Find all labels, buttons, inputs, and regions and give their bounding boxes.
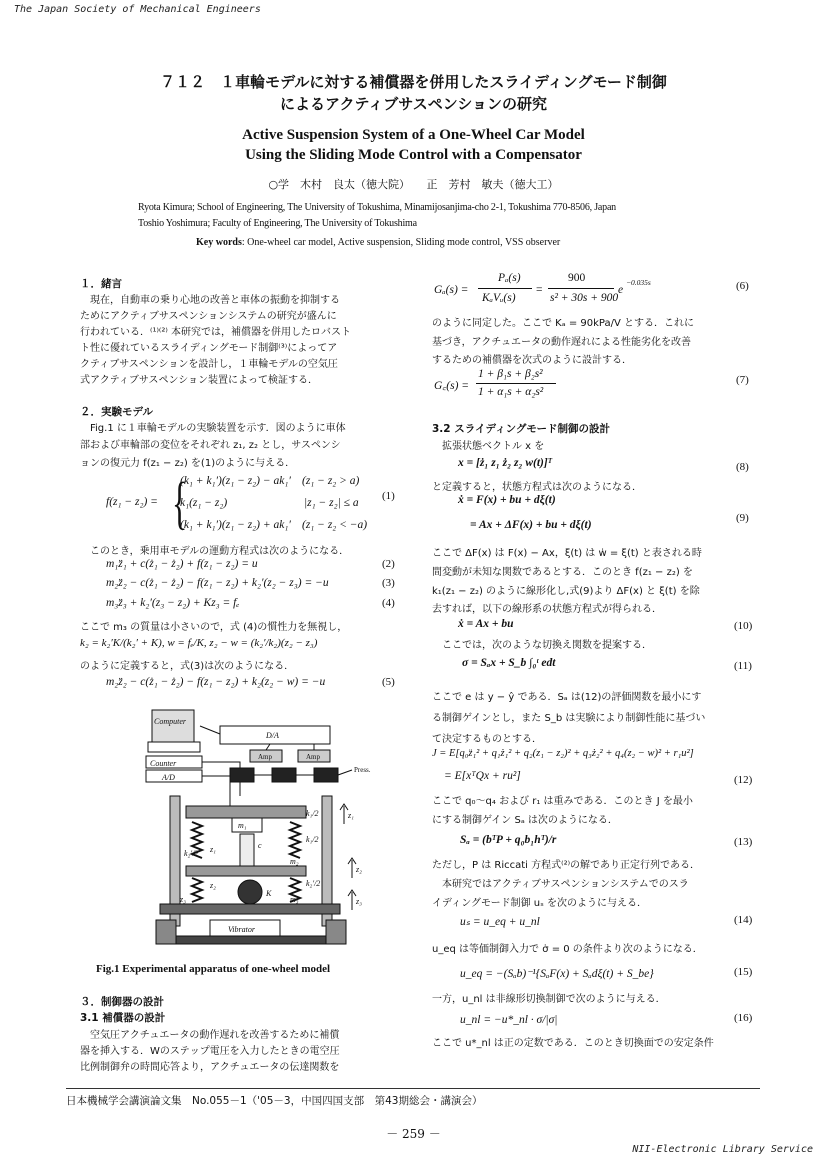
title-ja-line2: によるアクティブサスペンションの研究 (279, 95, 548, 113)
base-plate (160, 936, 340, 944)
eq11: σ = Sₐx + S_b ∫₀ᵗ edt (462, 657, 556, 669)
eq12b: = E[xᵀQx + ru²] (444, 770, 521, 782)
s2-line-5: ここで m₃ の質量は小さいので，式 (4)の慣性力を無視し， (80, 622, 348, 633)
eq1-case-1: (k₁ + k₁′)(z₁ − z₂) − ak₁′ (180, 475, 291, 487)
r-line-3: するための補償器を次式のように設計する． (432, 355, 632, 366)
r-line-20: 一方，u_nl は非線形切換制御で次のように与える． (432, 994, 666, 1005)
label-z3-sensor: z₃ (180, 895, 186, 904)
spring-left-lower (192, 878, 202, 902)
s2-line-2: 部および車輪部の変位をそれぞれ z₁, z₂ とし，サスペンシ (80, 440, 341, 451)
eq6-equals: = (536, 284, 543, 296)
affiliation-1: Ryota Kimura; School of Engineering, The University of Tokushima, Minamijosanjima-cho 2-1, Tokushima 770-8506, Japan (138, 202, 616, 213)
r-line-12: る制御ゲインとし，また S_b は実験により制御性能に基づい (432, 713, 706, 724)
label-c: c (258, 841, 262, 850)
spring-right-upper (290, 822, 300, 858)
label-amp-1: Amp (258, 753, 272, 761)
s1-line-2: ためにアクティブサスペンションシステムの研究が盛んに (80, 311, 337, 322)
section-3-1-heading: 3.1 補償器の設計 (80, 1012, 166, 1024)
eq3-number: (3) (382, 577, 395, 589)
r-line-10: ここでは，次のような切換え関数を提案する． (432, 640, 652, 651)
eq6-number: (6) (736, 280, 749, 292)
eq5-number: (5) (382, 676, 395, 688)
label-amp-2: Amp (306, 753, 320, 761)
label-k1-right: k₁/2 (306, 809, 319, 818)
keywords (196, 237, 560, 248)
s2-line-1: Fig.1 に１車輪モデルの実験装置を示す．図のように車体 (80, 423, 346, 434)
journal-header: The Japan Society of Mechanical Engineers (14, 4, 261, 15)
label-k2-left: k₂′/2 (184, 849, 199, 858)
mass-m1-box (232, 818, 262, 832)
label-k1-right-2: k₁/2 (306, 835, 319, 844)
eq6-frac1-den: KₐVᵤ(s) (482, 292, 516, 304)
label-ad: A/D (162, 773, 175, 782)
eq2-number: (2) (382, 558, 395, 570)
label-m1: m₁ (238, 821, 247, 830)
label-z1: z₁ (348, 811, 354, 820)
eq1-number: (1) (382, 490, 395, 502)
eq6-exp-base: e (618, 284, 624, 296)
foot-left (156, 920, 176, 944)
damper-c (240, 834, 254, 868)
r-line-9: 去すれば，以下の線形系の状態方程式が得られる． (432, 604, 662, 615)
section-3-2-heading: 3.2 スライディングモード制御の設計 (432, 423, 610, 435)
page-number: － 259 － (386, 1127, 441, 1141)
eq6-frac2-num: 900 (568, 272, 586, 284)
r-line-19: u_eq は等価制御入力で σ̇ = 0 の条件より次のようになる． (432, 944, 703, 955)
title-ja-line1: ７１２ １車輪モデルに対する補償器を併用したスライディングモード制御 (160, 73, 667, 91)
s1-line-5: クティブサスペンションを設計し，１車輪モデルの空気圧 (80, 359, 338, 370)
eq6-frac2-bar (548, 288, 614, 289)
s1-line-1: 現在，自動車の乗り心地の改善と車体の振動を抑制する (80, 295, 340, 306)
eq6-frac2-den: s² + 30s + 900 (550, 292, 619, 304)
r-line-14: ここで q₀〜q₄ および r₁ は重みである．このとき J を最小 (432, 796, 693, 807)
eq7-lhs: G꜀(s) = (434, 380, 470, 392)
keywords-label: Key words (196, 237, 242, 248)
eq16: u_nl = −u*_nl · σ/|σ| (460, 1014, 558, 1026)
label-K: K (266, 889, 272, 898)
r-line-6: ここで ΔF(x) は F(x) − Ax，ξ(t) は ẇ = ξ(t) と表される時 (432, 548, 702, 559)
eq1-brace: { (172, 470, 188, 535)
figure-1-caption: Fig.1 Experimental apparatus of one-wheel model (96, 963, 331, 975)
label-z2: z₂ (356, 865, 362, 874)
r-line-4: 拡張状態ベクトル x を (432, 441, 545, 452)
r-line-16: ただし，P は Riccati 方程式⁽²⁾の解であり正定行列である． (432, 860, 701, 871)
section-1-heading: １．緒言 (80, 278, 122, 290)
eq13-number: (13) (734, 836, 753, 848)
s1-line-3: 行われている．⁽¹⁾⁽²⁾ 本研究では，補償器を併用したロバスト (80, 327, 352, 338)
label-counter: Counter (150, 759, 177, 768)
eq5: m₂z̈₂ − c(ż₁ − ż₂) − f(z₁ − z₂) + k₂(z₂ − w) = −u (106, 676, 326, 688)
eq6-exp-power: −0.035s (626, 278, 651, 287)
eq15-number: (15) (734, 966, 753, 978)
eq7-number: (7) (736, 374, 749, 386)
r-line-5: と定義すると，状態方程式は次のようになる． (432, 482, 642, 493)
eq12a: J = E[q₀z̈₁² + q₁ż₁² + q₂(z₁ − z₂)² + q₃ż₂² + q₄(z₂ − w)² + r₁u²] (432, 748, 694, 759)
label-press: Press. (354, 766, 371, 774)
eq16-number: (16) (734, 1012, 753, 1024)
mass-m3-plate (160, 904, 340, 914)
wire-da-amps (266, 744, 314, 750)
arrow-z1 (340, 804, 348, 824)
r-line-18: イディングモード制御 uₛ を次のように与える． (432, 898, 648, 909)
label-m3: m₃ (290, 895, 299, 904)
eq15: u_eq = −(Sₐb)⁻¹{SₐF(x) + Sₐdξ(t) + S_be} (460, 968, 654, 980)
footer-rule (66, 1088, 760, 1089)
r-line-7: 間変動が未知な関数であるとする．このとき f(z₁ − z₂) を (432, 567, 693, 578)
fig1-apparatus-drawing (100, 706, 400, 956)
eq13: Sₐ = (bᵀP + q₀b₁hᵀ)/r (460, 834, 557, 846)
eq1-cond-3: (z₁ − z₂ < −a) (302, 519, 368, 531)
library-service-label: NII-Electronic Library Service (632, 1144, 813, 1155)
wire-computer-da (200, 726, 220, 734)
valve-right (272, 768, 296, 782)
eq1-cond-2: |z₁ − z₂| ≤ a (304, 497, 359, 509)
eq1-case-2: k₁(z₁ − z₂) (180, 497, 228, 509)
eq3: m₂z̈₂ − c(ż₁ − ż₂) − f(z₁ − z₂) + k₂′(z₂ − z₃) = −u (106, 577, 329, 589)
eq1-case-3: (k₁ + k₁′)(z₁ − z₂) + ak₁′ (180, 519, 291, 531)
eq6-lhs: Gₐ(s) = (434, 284, 469, 296)
s2-line-4: このとき，乗用車モデルの運動方程式は次のようになる． (80, 546, 350, 557)
s31-line-3: 比例制御弁の時間応答より，アクチュエータの伝達関数を (80, 1062, 340, 1073)
r-line-1: のように同定した。ここで Kₐ = 90kPa/V とする．これに (432, 318, 695, 329)
eq7-bar (476, 383, 556, 384)
valve-left (230, 768, 254, 782)
eq9b: = Ax + ΔF(x) + bu + dξ(t) (470, 519, 592, 531)
label-computer: Computer (154, 717, 186, 726)
s1-line-6: 式アクティブサスペンション装置によって検証する． (80, 375, 319, 386)
s1-line-4: ト性に優れているスライディングモード制御⁽³⁾によってア (80, 343, 338, 354)
label-m2: m₂ (290, 857, 299, 866)
mass-m1-plate (186, 806, 306, 818)
s2-line-3: ョンの復元力 f(z₁ − z₂) を(1)のように与える． (80, 458, 296, 469)
title-en-line1: Active Suspension System of a One-Wheel Car Model (242, 127, 585, 143)
label-z3: z₃ (356, 897, 362, 906)
section-3-heading: ３．制御器の設計 (80, 996, 164, 1008)
r-line-8: k₁(z₁ − z₂) のように線形化し,式(9)より ΔF(x) と ξ(t) を除 (432, 586, 700, 597)
eq10-number: (10) (734, 620, 753, 632)
valve-press (314, 768, 338, 782)
r-line-21: ここで u*_nl は正の定数である．このとき切換面での安定条件 (432, 1038, 714, 1049)
proceedings-footer: 日本機械学会講演論文集 No.055－1（'05－3，中国四国支部 第43期総会・講演会） (66, 1095, 483, 1107)
s31-line-1: 空気圧アクチュエータの動作遅れを改善するために補償 (80, 1030, 340, 1041)
eq7-num: 1 + β₁s + β₂s² (478, 368, 543, 380)
label-da: D/A (266, 731, 279, 740)
eq8-number: (8) (736, 461, 749, 473)
affiliation-2: Toshio Yoshimura; Faculty of Engineering, The University of Tokushima (138, 218, 417, 229)
eq10: ẋ = Ax + bu (458, 618, 514, 630)
eq12-number: (12) (734, 774, 753, 786)
s31-line-2: 器を挿入する．Wのステップ電圧を入力したときの電空圧 (80, 1046, 340, 1057)
s2-line-6: k₂ = k₂′K/(k₂′ + K), w = fₑ/K, z₂ − w = (k₂′/k₂)(z₂ − z₃) (80, 637, 318, 649)
eq14: uₛ = u_eq + u_nl (460, 916, 540, 928)
keywords-text: : One-wheel car model, Active suspension, Sliding mode control, VSS observer (241, 237, 561, 248)
eq7-den: 1 + α₁s + α₂s² (478, 386, 544, 398)
r-line-2: 基づき，アクチュエータの動作遅れによる性能劣化を改善 (432, 337, 691, 348)
computer-base (148, 742, 200, 752)
foot-right (326, 920, 346, 944)
label-vibrator: Vibrator (228, 925, 255, 934)
eq2: m₁z̈₁ + c(ż₁ − ż₂) + f(z₁ − z₂) = u (106, 558, 258, 570)
eq6-frac1-bar (478, 288, 532, 289)
label-z2-sensor: z₂ (210, 881, 216, 890)
eq6-frac1-num: Pₐ(s) (498, 272, 521, 284)
eq11-number: (11) (734, 660, 752, 672)
mass-m2-plate (186, 866, 306, 876)
eq4: m₃z̈₃ + k₂′(z₃ − z₂) + Kz₃ = fₑ (106, 597, 240, 609)
s2-line-7: のように定義すると，式(3)は次のようになる． (80, 661, 295, 672)
eq4-number: (4) (382, 597, 395, 609)
r-line-15: にする制御ゲイン Sₐ は次のようになる． (432, 815, 618, 826)
label-k2-right: k₂′/2 (306, 879, 321, 888)
eq14-number: (14) (734, 914, 753, 926)
eq9-number: (9) (736, 512, 749, 524)
r-line-11: ここで e は y − ŷ である．Sₐ は(12)の評価関数を最小にす (432, 692, 702, 703)
eq1-cond-1: (z₁ − z₂ > a) (302, 475, 360, 487)
eq1-lhs: f(z₁ − z₂) = (106, 496, 158, 508)
r-line-13: て決定するものとする． (432, 734, 542, 745)
authors: ○学 木村 良太（徳大院） 正 芳村 敏夫（徳大工） (268, 178, 559, 191)
arrow-z3 (348, 890, 356, 910)
section-2-heading: ２．実験モデル (80, 406, 153, 418)
arrow-z2 (348, 858, 356, 878)
computer-box (152, 710, 194, 742)
eq8: x = [ż₁ z₁ ż₂ z₂ w(t)]ᵀ (458, 457, 552, 469)
label-z1-sensor: z₁ (210, 845, 216, 854)
wheel (238, 880, 262, 904)
title-en-line2: Using the Sliding Mode Control with a Compensator (245, 147, 582, 163)
r-line-17: 本研究ではアクティブサスペンションシステムでのスラ (432, 879, 689, 890)
eq9a: ẋ = F(x) + bu + dξ(t) (458, 494, 556, 506)
